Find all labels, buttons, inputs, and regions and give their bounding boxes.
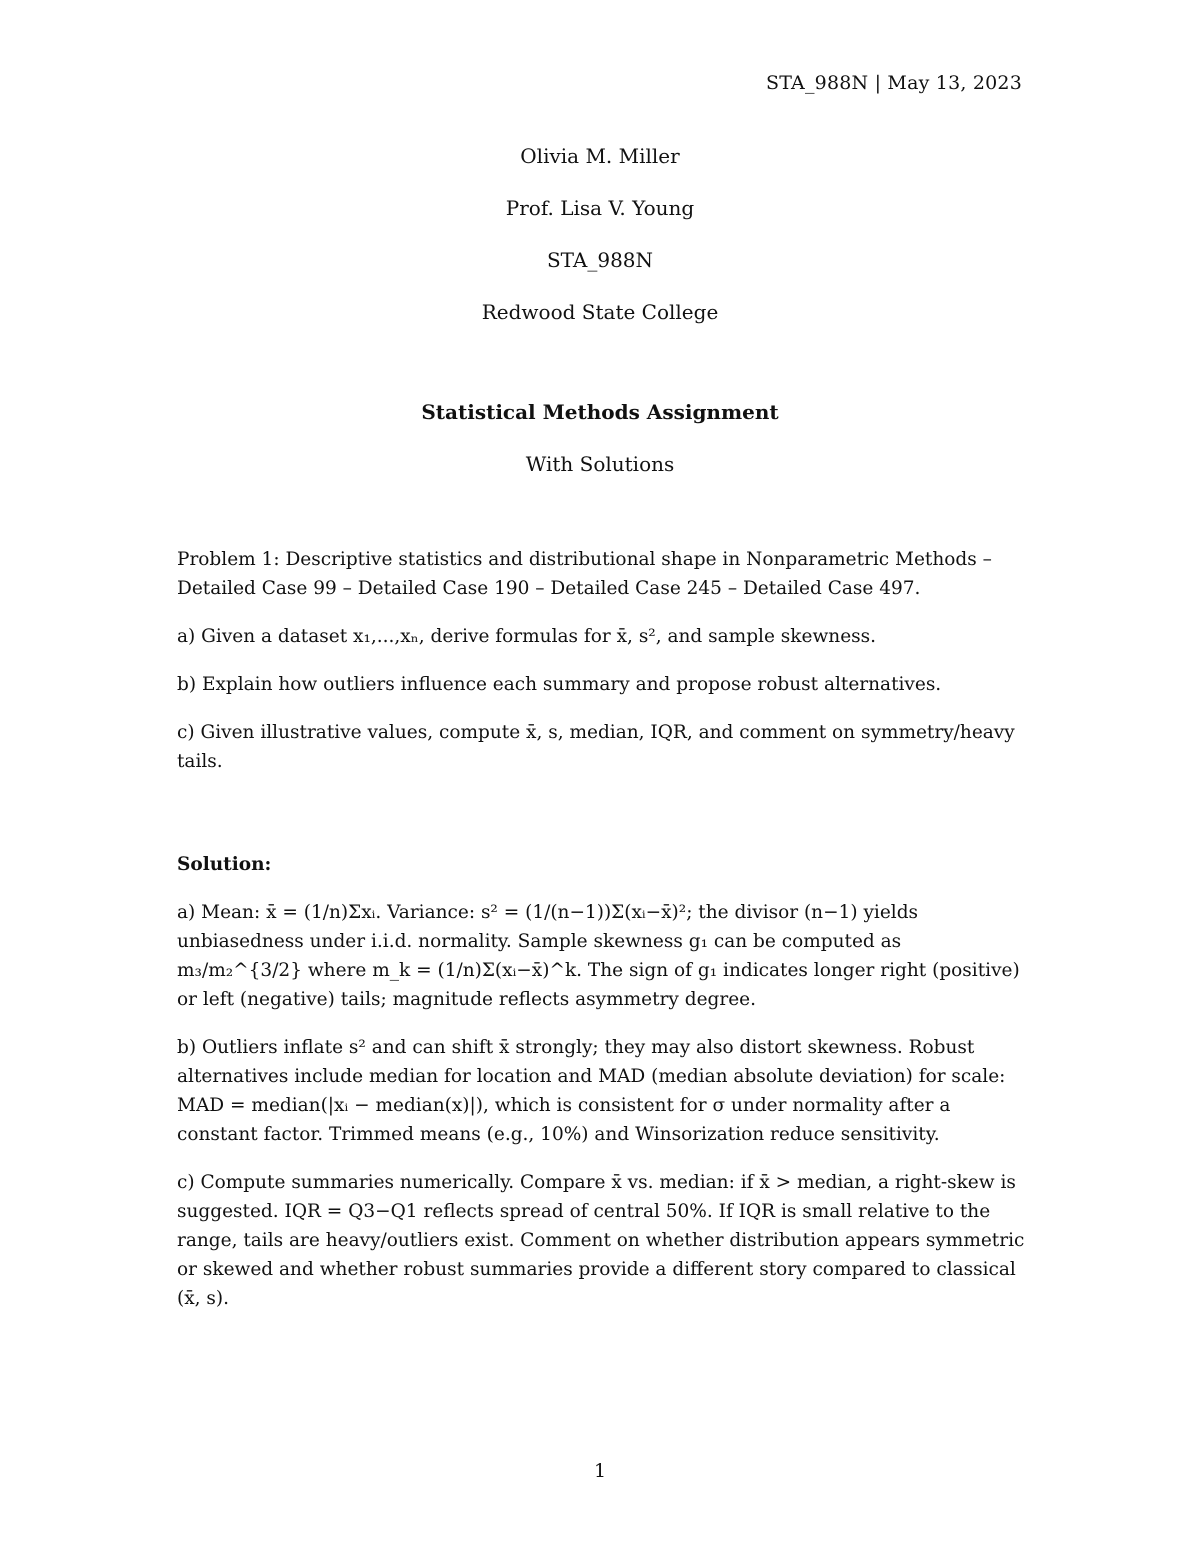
problem-statement: Problem 1: Descriptive statistics and distributional shape in Nonparametric Methods – Detailed Case 99 – Detailed Case 190 – Detailed Case 245 – Detailed Case 497. bbox=[177, 549, 992, 599]
document-body bbox=[177, 545, 1027, 1332]
solution-part-b: b) Outliers inflate s² and can shift x̄ strongly; they may also distort skewness. Robust alternatives include median for location and MAD (median absolute deviation) for scale: MAD = median(|xᵢ − median(x)|), which is consistent for σ under normality after a constant factor. Trimmed means (e.g., 10%) and Winsorization reduce sensitivity. bbox=[177, 1037, 1006, 1145]
section-spacer bbox=[177, 795, 1027, 850]
title-block bbox=[0, 142, 1200, 502]
title-spacer bbox=[0, 350, 1200, 398]
solution-part-a: a) Mean: x̄ = (1/n)Σxᵢ. Variance: s² = (1/(n−1))Σ(xᵢ−x̄)²; the divisor (n−1) yields unbiasedness under i.i.d. normality. Sample skewness g₁ can be computed as m₃/m₂^{3/2} where m_k = (1/n)Σ(xᵢ−x̄)^k. The sign of g₁ indicates longer right (positive) or left (negative) tails; magnitude reflects asymmetry degree. bbox=[177, 902, 1020, 1010]
course-code: STA_988N bbox=[546, 248, 654, 272]
solution-part-c: c) Compute summaries numerically. Compare x̄ vs. median: if x̄ > median, a right-skew is suggested. IQR = Q3−Q1 reflects spread of central 50%. If IQR is small relative to the range, tails are heavy/outliers exist. Comment on whether distribution appears symmetric or skewed and whether robust summaries provide a different story compared to classical (x̄, s). bbox=[177, 1172, 1025, 1309]
page-number: 1 bbox=[593, 1460, 607, 1482]
problem-part-c: c) Given illustrative values, compute x̄, s, median, IQR, and comment on symmetry/heavy tails. bbox=[177, 722, 1015, 772]
assignment-title: Statistical Methods Assignment bbox=[421, 400, 779, 424]
problem-part-a: a) Given a dataset x₁,...,xₙ, derive formulas for x̄, s², and sample skewness. bbox=[177, 626, 877, 647]
running-header: STA_988N | May 13, 2023 bbox=[765, 72, 1022, 94]
solution-heading: Solution: bbox=[177, 854, 272, 875]
assignment-subtitle: With Solutions bbox=[525, 452, 675, 476]
problem-part-b: b) Explain how outliers influence each summary and propose robust alternatives. bbox=[177, 674, 942, 695]
instructor-name: Prof. Lisa V. Young bbox=[505, 196, 695, 220]
institution-name: Redwood State College bbox=[481, 300, 719, 324]
student-name: Olivia M. Miller bbox=[520, 144, 680, 168]
